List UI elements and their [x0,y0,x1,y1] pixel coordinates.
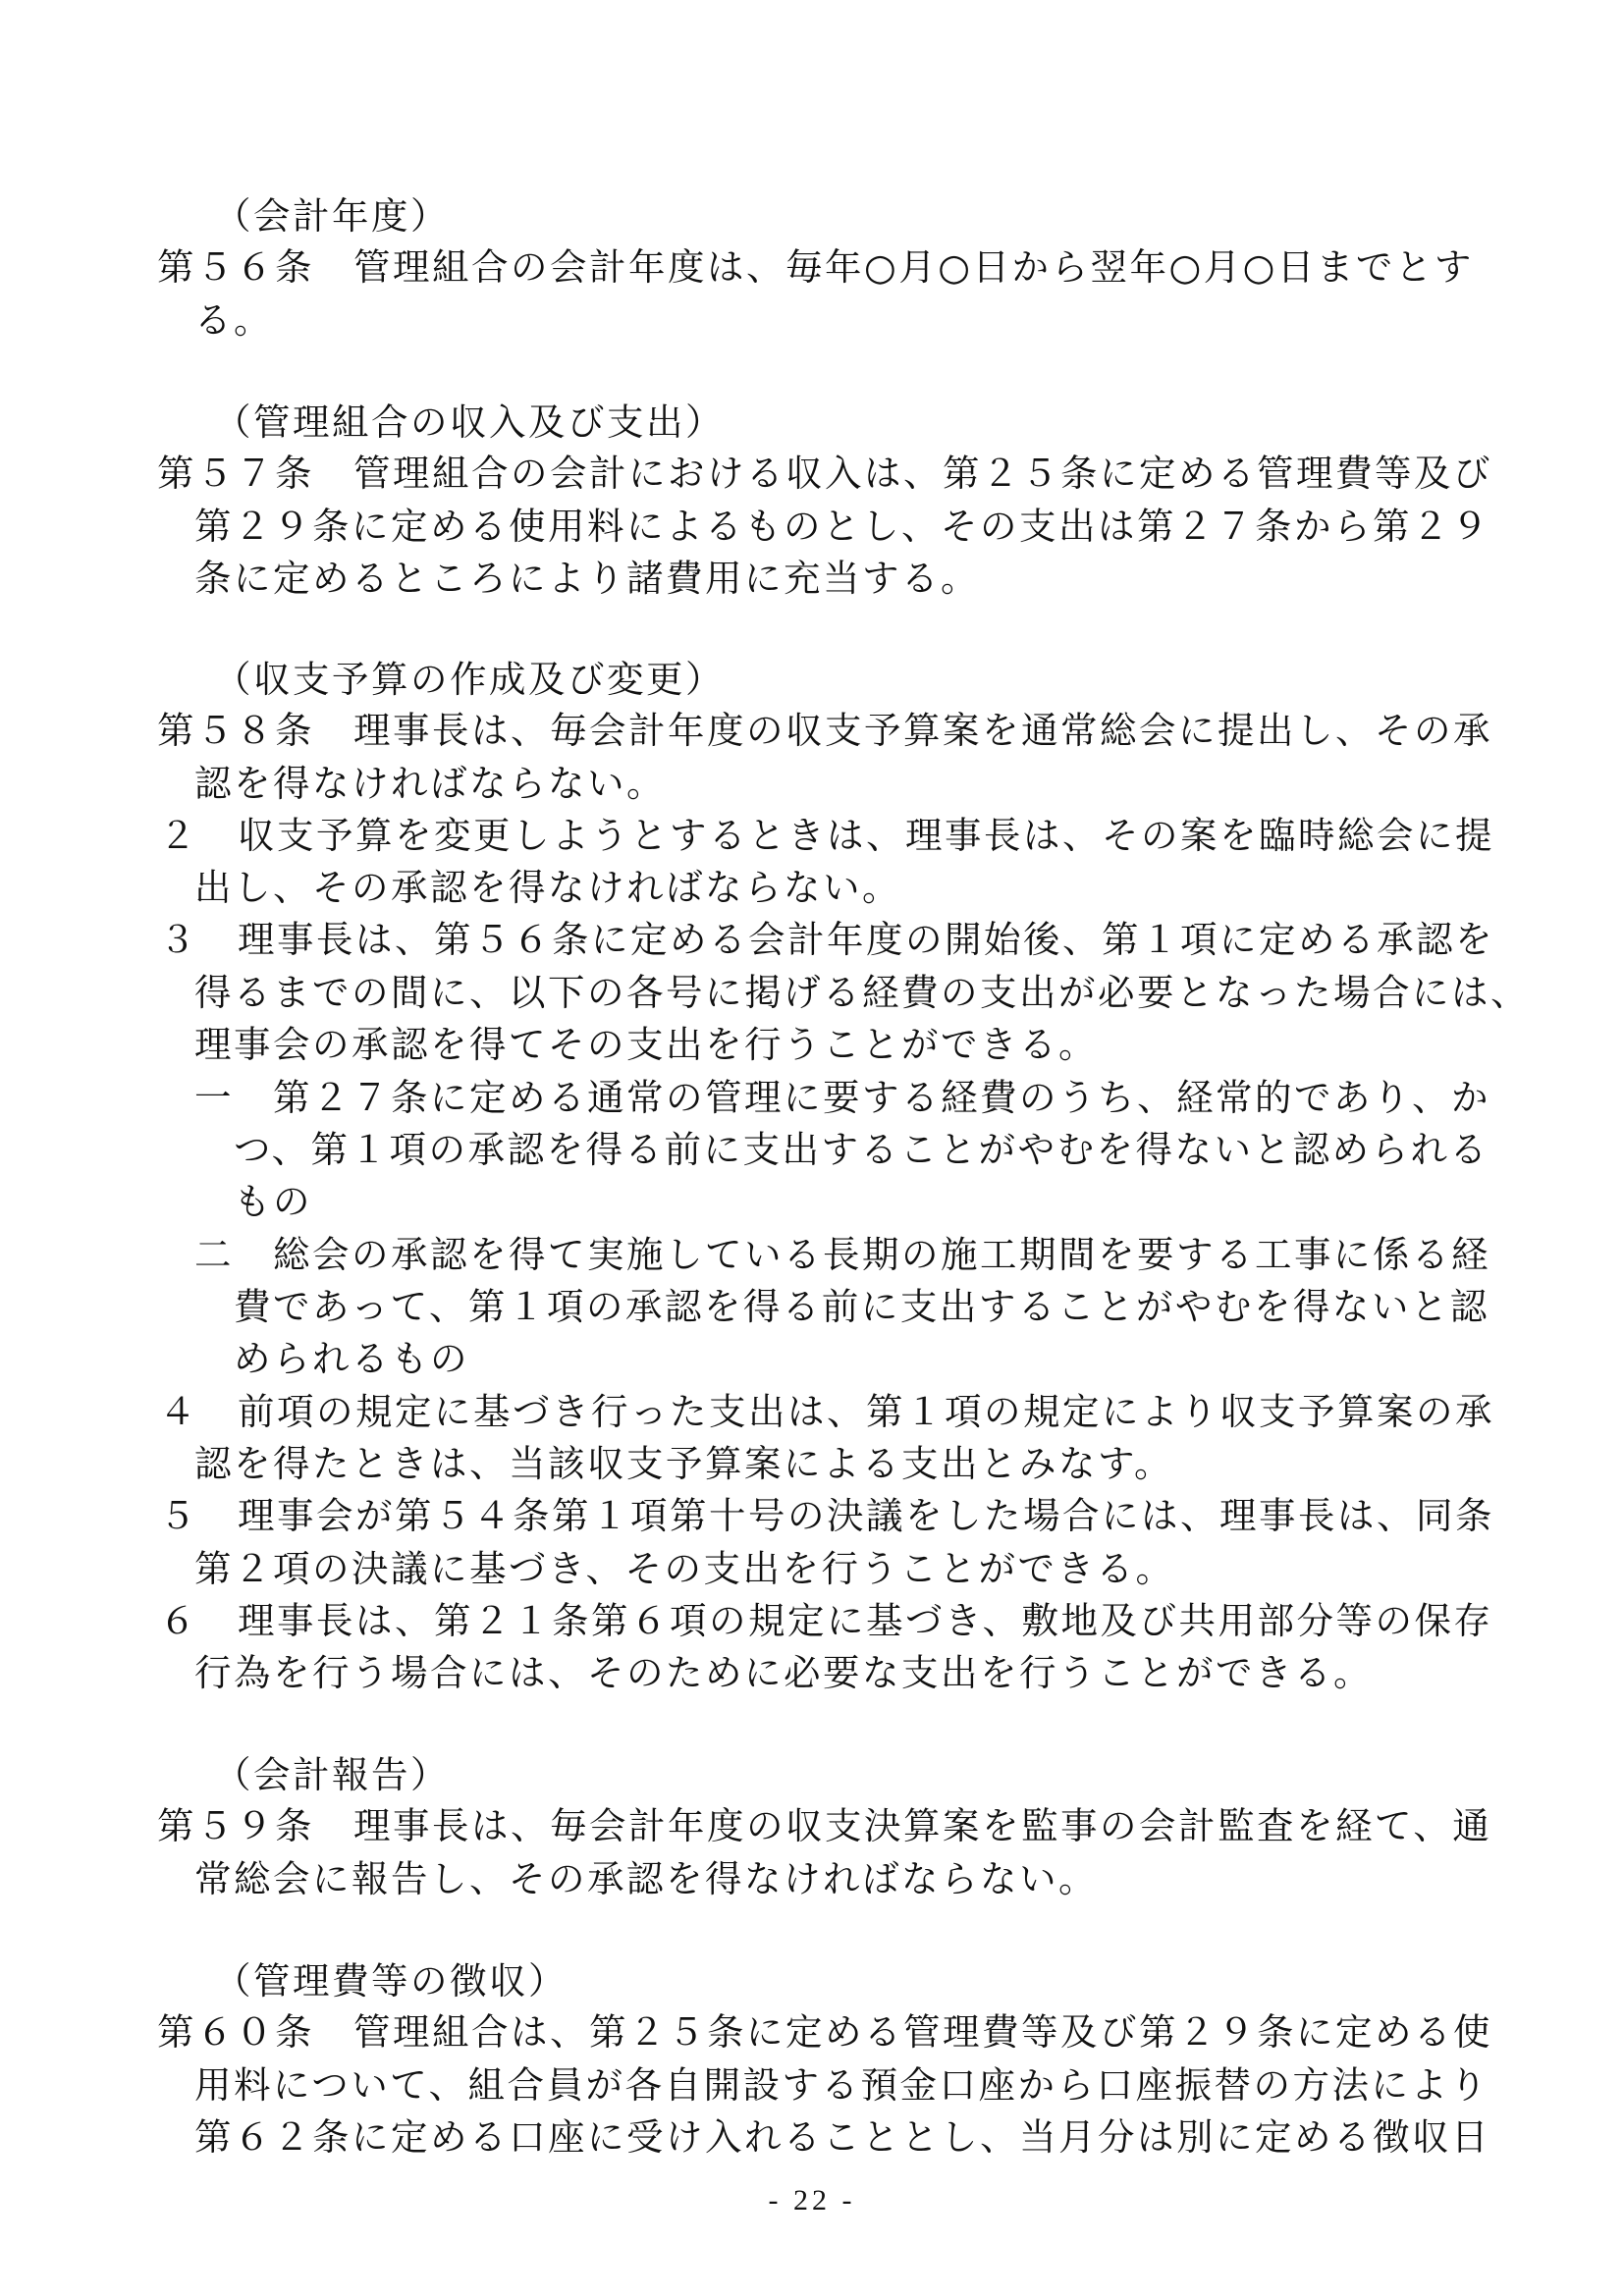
article-58-paragraph-5-line-2: 第２項の決議に基づき、その支出を行うことができる。 [194,1547,1175,1590]
article-59-heading: （会計報告） [214,1753,450,1796]
article-58-paragraph-3-line-3: 理事会の承認を得てその支出を行うことができる。 [194,1023,1098,1066]
article-58-paragraph-3-line-1: ３ 理事長は、第５６条に定める会計年度の開始後、第１項に定める承認を [159,918,1494,961]
article-57-heading: （管理組合の収入及び支出） [214,400,725,444]
page-number: - 22 - [768,2184,856,2216]
article-60-line-1: 第６０条 管理組合は、第２５条に定める管理費等及び第２９条に定める使 [157,2010,1492,2054]
article-58-heading: （収支予算の作成及び変更） [214,658,725,701]
article-60-line-2: 用料について、組合員が各自開設する預金口座から口座振替の方法により [194,2063,1489,2107]
article-58-item-2-line-3: められるもの [234,1337,469,1380]
article-56-line-1: 第５６条 管理組合の会計年度は、毎年○月○日から翌年○月○日までとす [157,245,1474,289]
article-58-line-2: 認を得なければならない。 [194,762,666,805]
article-58-paragraph-6-line-1: ６ 理事長は、第２１条第６項の規定に基づき、敷地及び共用部分等の保存 [159,1599,1493,1642]
article-56-heading: （会計年度） [214,194,450,238]
article-58-item-1-line-1: 一 第２７条に定める通常の管理に要する経費のうち、経常的であり、か [194,1076,1490,1119]
article-58-item-2-line-1: 二 総会の承認を得て実施している長期の施工期間を要する工事に係る経 [194,1233,1490,1276]
article-56-line-2: る。 [194,298,273,342]
article-57-line-2: 第２９条に定める使用料によるものとし、その支出は第２７条から第２９ [194,505,1490,548]
article-58-line-1: 第５８条 理事長は、毎会計年度の収支予算案を通常総会に提出し、その承 [157,709,1492,752]
article-58-paragraph-2-line-1: ２ 収支予算を変更しようとするときは、理事長は、その案を臨時総会に提 [159,814,1494,857]
article-58-paragraph-2-line-2: 出し、その承認を得なければならない。 [194,866,901,909]
article-58-paragraph-3-line-2: 得るまでの間に、以下の各号に掲げる経費の支出が必要となった場合には、 [194,971,1530,1014]
article-57-line-3: 条に定めるところにより諸費用に充当する。 [194,557,980,600]
article-60-heading: （管理費等の徴収） [214,1959,568,2002]
article-58-paragraph-4-line-2: 認を得たときは、当該収支予算案による支出とみなす。 [194,1442,1173,1485]
article-58-item-1-line-3: もの [234,1180,312,1223]
article-58-paragraph-4-line-1: ４ 前項の規定に基づき行った支出は、第１項の規定により収支予算案の承 [159,1390,1494,1433]
article-58-item-1-line-2: つ、第１項の承認を得る前に支出することがやむを得ないと認められる [234,1128,1489,1171]
article-58-item-2-line-2: 費であって、第１項の承認を得る前に支出することがやむを得ないと認 [234,1285,1489,1328]
article-60-line-3: 第６２条に定める口座に受け入れることとし、当月分は別に定める徴収日 [194,2115,1490,2159]
article-58-paragraph-6-line-2: 行為を行う場合には、そのために必要な支出を行うことができる。 [194,1651,1373,1694]
article-59-line-1: 第５９条 理事長は、毎会計年度の収支決算案を監事の会計監査を経て、通 [157,1804,1492,1847]
article-57-line-1: 第５７条 管理組合の会計における収入は、第２５条に定める管理費等及び [157,452,1492,495]
article-58-paragraph-5-line-1: ５ 理事会が第５４条第１項第十号の決議をした場合には、理事長は、同条 [159,1494,1494,1537]
article-59-line-2: 常総会に報告し、その承認を得なければならない。 [194,1857,1098,1900]
